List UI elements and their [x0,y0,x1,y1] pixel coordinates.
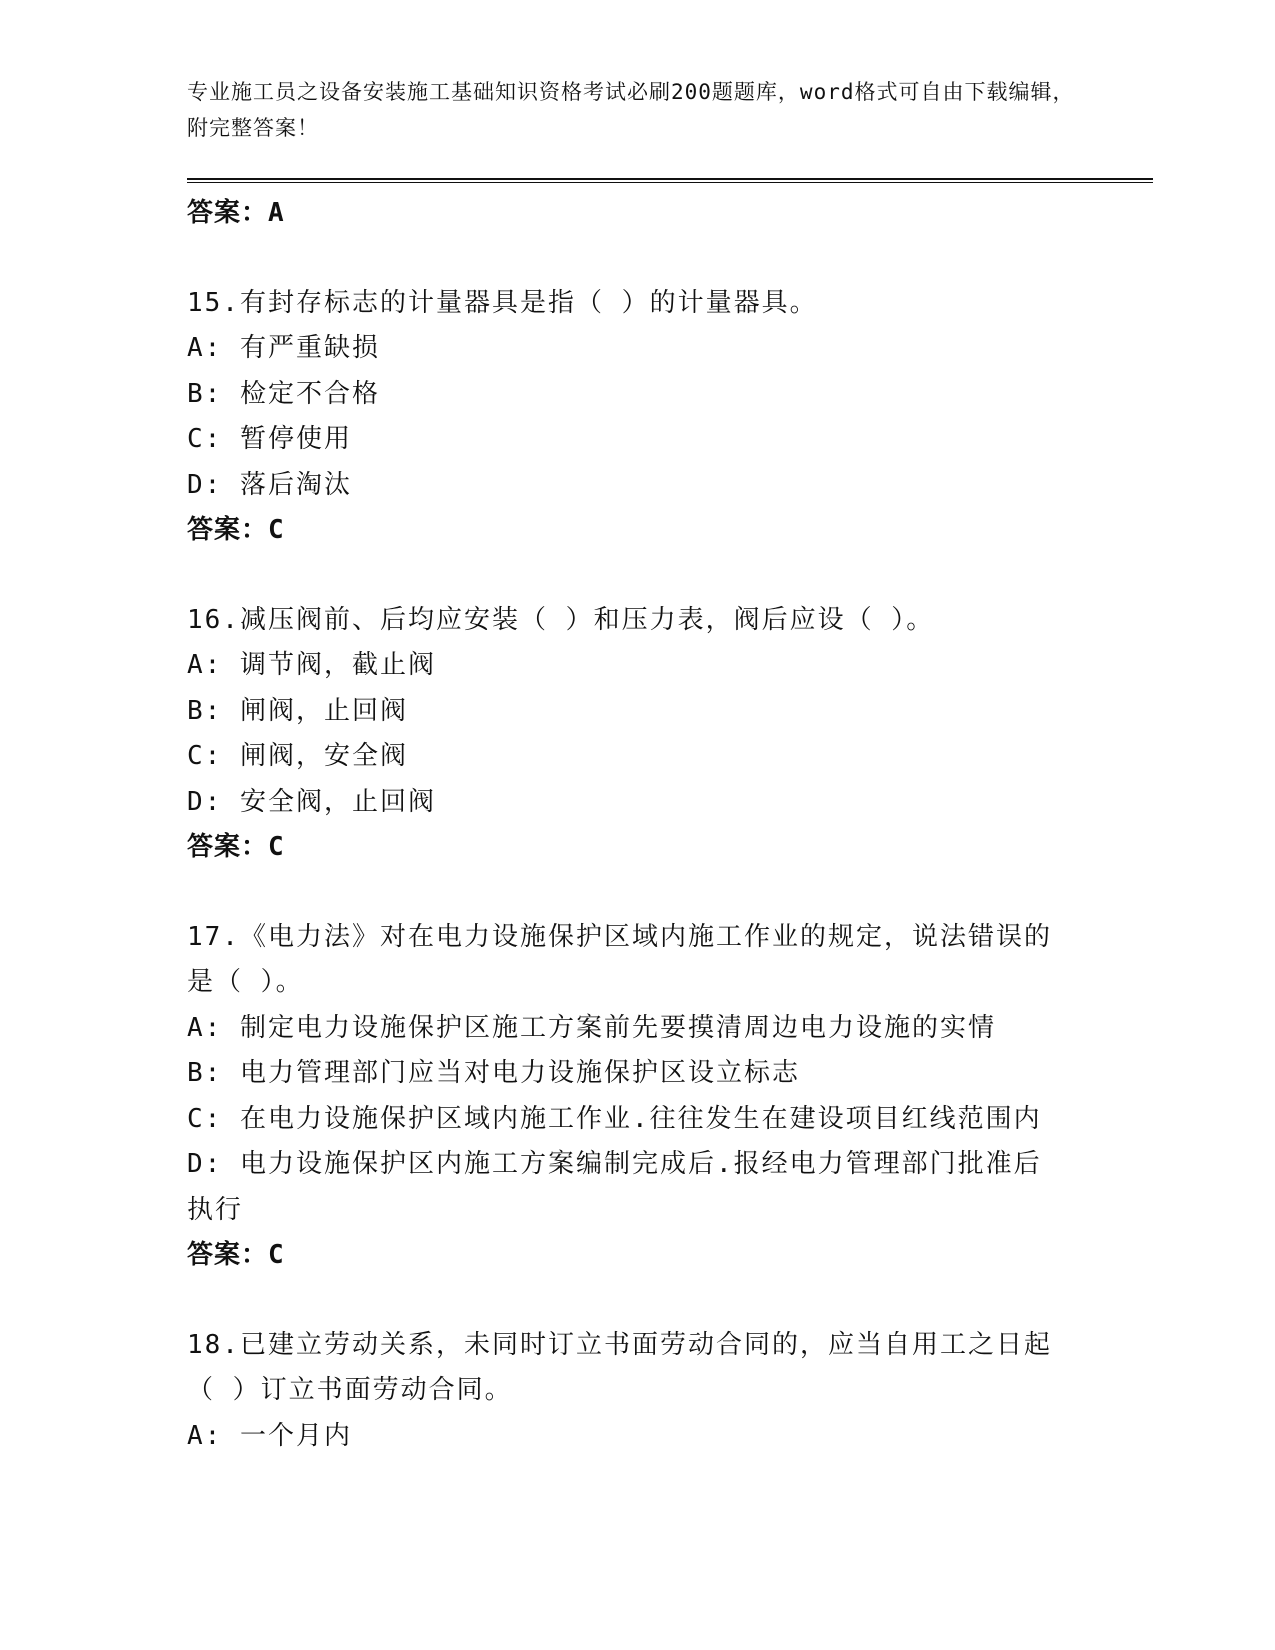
question-15-answer: 答案：C [187,515,285,545]
question-content [187,191,1087,1459]
spacer [187,554,1087,598]
question-16-option-a: A: 调节阀，截止阀 [187,650,436,680]
question-17-stem-line1: 17.《电力法》对在电力设施保护区域内施工作业的规定，说法错误的 [187,921,1052,952]
question-16-stem: 16.减压阀前、后均应安装（ ）和压力表，阀后应设（ ）。 [187,604,935,635]
document-header: 专业施工员之设备安装施工基础知识资格考试必刷200题题库，word格式可自由下载编辑，附完整答案！ [187,80,1075,140]
question-17-option-c: C: 在电力设施保护区域内施工作业.往往发生在建设项目红线范围内 [187,1103,1042,1134]
question-15-option-a: A: 有严重缺损 [187,333,380,363]
question-16-answer: 答案：C [187,832,285,862]
answer-prev: 答案：A [187,198,285,228]
question-16-option-b: B: 闸阀，止回阀 [187,695,408,726]
spacer [187,871,1087,915]
question-15-option-d: D: 落后淘汰 [187,469,352,500]
question-16-option-c: C: 闸阀，安全阀 [187,741,408,771]
spacer [187,237,1087,281]
question-16-option-d: D: 安全阀，止回阀 [187,786,436,817]
spacer [187,1279,1087,1323]
question-15-option-b: B: 检定不合格 [187,378,380,409]
question-18-stem-line1: 18.已建立劳动关系，未同时订立书面劳动合同的，应当自用工之日起 [187,1329,1052,1360]
question-17-option-b: B: 电力管理部门应当对电力设施保护区设立标志 [187,1058,800,1088]
question-18-option-a: A: 一个月内 [187,1420,352,1451]
header-rule-thin [187,182,1153,183]
question-17-option-d-line1: D: 电力设施保护区内施工方案编制完成后.报经电力管理部门批准后 [187,1149,1042,1179]
header-rule-thick [187,178,1153,180]
question-15-stem: 15.有封存标志的计量器具是指（ ）的计量器具。 [187,287,818,318]
question-17-option-d-line2: 执行 [187,1194,244,1225]
question-17-answer: 答案：C [187,1240,285,1270]
question-17-stem-line2: 是（ ）。 [187,967,304,997]
question-17-option-a: A: 制定电力设施保护区施工方案前先要摸清周边电力设施的实情 [187,1012,996,1043]
question-18-stem-line2: （ ）订立书面劳动合同。 [187,1375,513,1405]
question-15-option-c: C: 暂停使用 [187,424,352,454]
